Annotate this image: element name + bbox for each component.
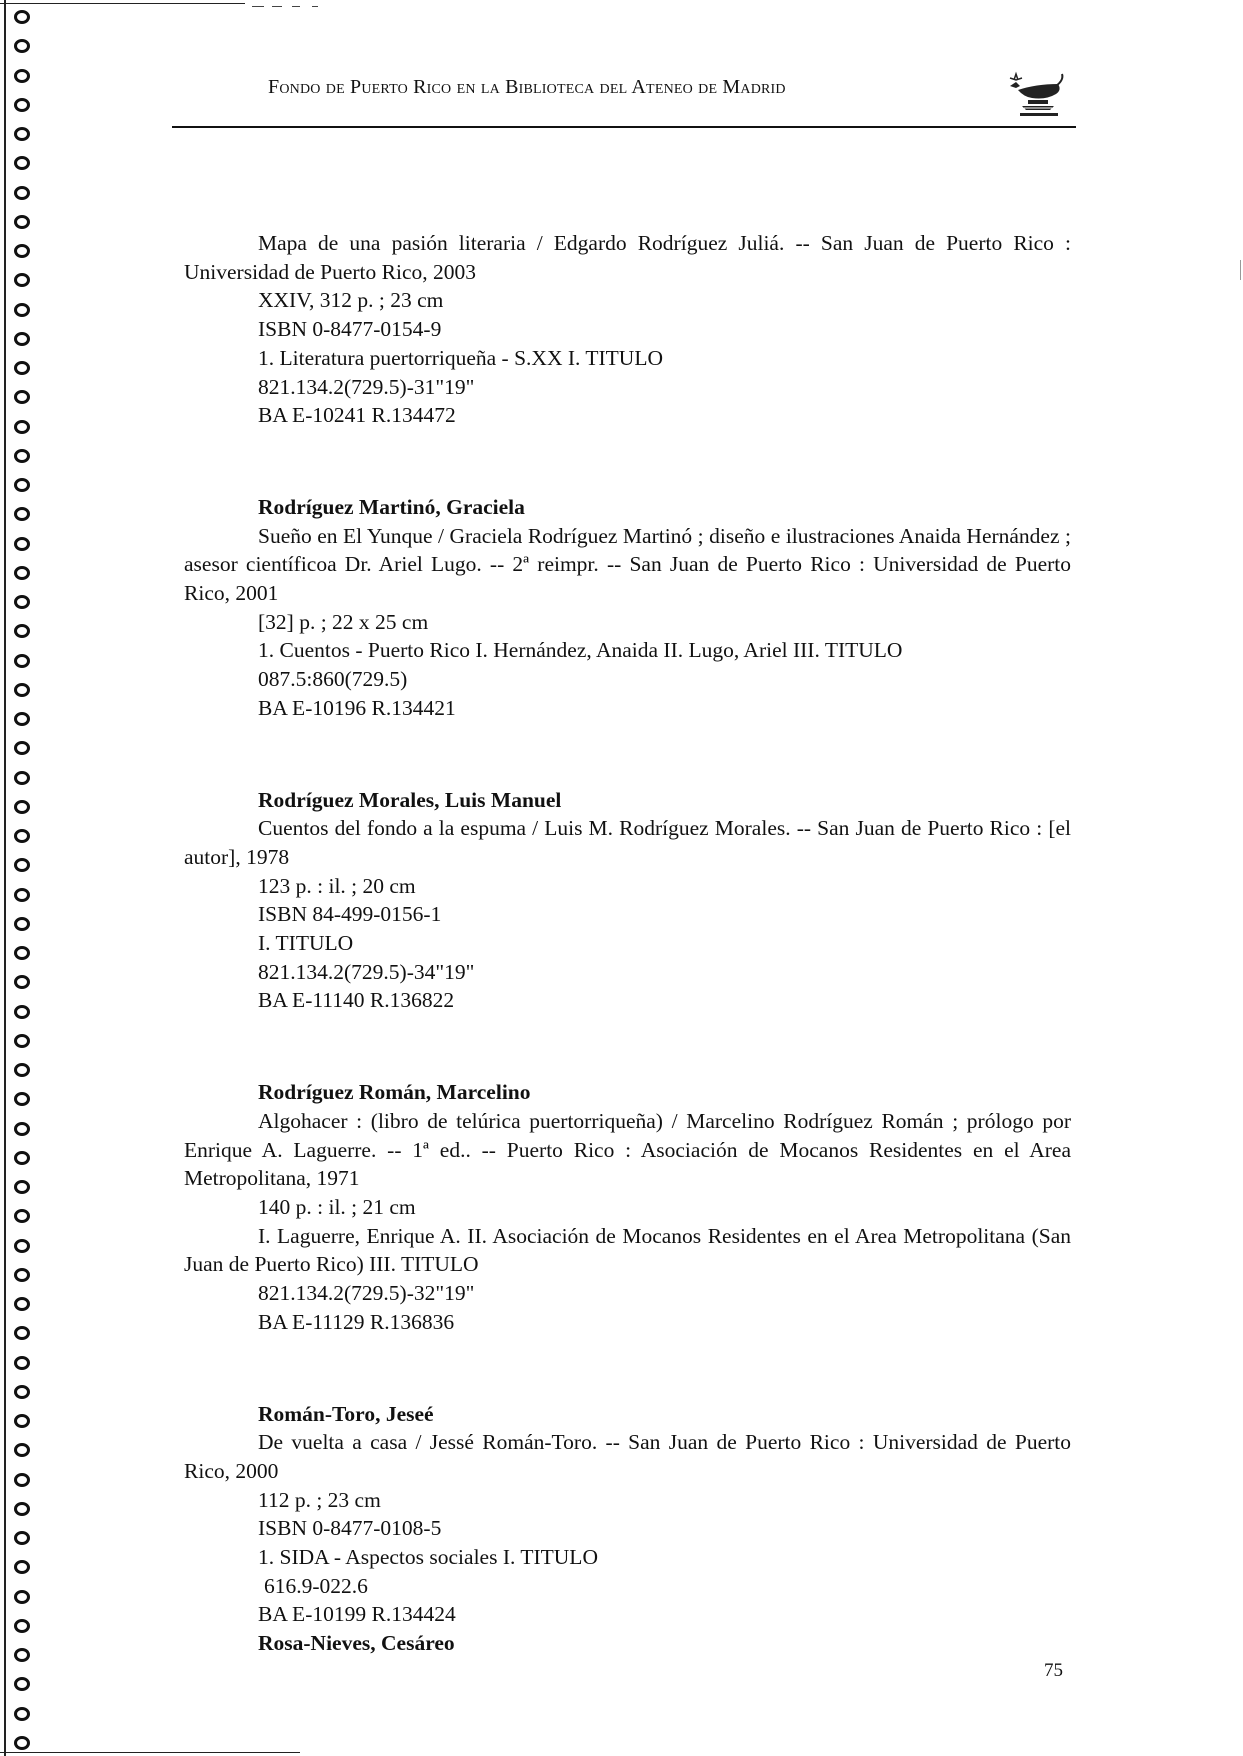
binder-hole (14, 156, 30, 170)
entry-location: BA E-11129 R.136836 (258, 1309, 455, 1334)
entry-collation: [32] p. ; 22 x 25 cm (258, 609, 429, 634)
catalog-entry (184, 229, 1071, 430)
binder-hole (14, 654, 30, 668)
binder-hole (14, 975, 30, 989)
binder-hole (14, 1648, 30, 1662)
binder-hole (14, 800, 30, 814)
entry-collation: 112 p. ; 23 cm (258, 1487, 381, 1512)
entry-subjects: 1. Cuentos - Puerto Rico I. Hernández, Anaida II. Lugo, Ariel III. TITULO (258, 638, 903, 663)
entry-subjects: 1. Literatura puertorriqueña - S.XX I. TITULO (258, 345, 663, 370)
binder-hole (14, 829, 30, 843)
binder-hole (14, 1209, 30, 1223)
catalog-entry (184, 493, 1071, 723)
binder-hole (14, 1473, 30, 1487)
binder-hole (14, 1619, 30, 1633)
top-edge-dash (252, 6, 264, 7)
entry-isbn: ISBN 0-8477-0154-9 (258, 317, 442, 342)
binder-hole (14, 1005, 30, 1019)
entry-location: BA E-10196 R.134421 (258, 695, 456, 720)
page-number: 75 (1044, 1660, 1063, 1681)
top-edge-dash (272, 6, 282, 7)
entry-collation: 140 p. : il. ; 21 cm (258, 1194, 416, 1219)
entry-location: BA E-10199 R.134424 (258, 1602, 456, 1627)
binder-hole (14, 507, 30, 521)
binder-hole (14, 741, 30, 755)
binder-hole (14, 624, 30, 638)
binder-hole (14, 595, 30, 609)
binder-hole (14, 1092, 30, 1106)
binder-hole (14, 273, 30, 287)
binder-hole (14, 420, 30, 434)
binder-hole (14, 566, 30, 580)
binder-hole (14, 186, 30, 200)
entry-isbn: ISBN 0-8477-0108-5 (258, 1516, 442, 1541)
entry-description: De vuelta a casa / Jessé Román-Toro. -- San Juan de Puerto Rico : Universidad de Puerto Rico, 2000 (184, 1430, 1071, 1483)
binder-hole (14, 1677, 30, 1691)
binder-hole (14, 1180, 30, 1194)
entry-collation: XXIV, 312 p. ; 23 cm (258, 288, 444, 313)
entry-location: BA E-11140 R.136822 (258, 988, 455, 1013)
entry-description: Sueño en El Yunque / Graciela Rodríguez Martinó ; diseño e ilustraciones Anaida Hernández ; asesor científicoa Dr. Ariel Lugo. -- 2ª reimpr. -- San Juan de Puerto Rico : Universidad de Puerto Rico, 2001 (184, 523, 1071, 606)
binder-hole (14, 1063, 30, 1077)
binder-hole (14, 1736, 30, 1750)
entry-author: Rodríguez Román, Marcelino (258, 1080, 531, 1105)
binder-hole (14, 1034, 30, 1048)
binder-hole (14, 39, 30, 53)
left-margin-line (4, 0, 6, 1756)
running-header: Fondo de Puerto Rico en la Biblioteca del Ateneo de Madrid (268, 76, 786, 98)
binder-hole (14, 449, 30, 463)
binder-hole (14, 858, 30, 872)
catalog-entry (184, 786, 1071, 1016)
binder-hole (14, 332, 30, 346)
binder-holes (14, 10, 38, 1750)
binder-hole (14, 127, 30, 141)
catalog-entries (184, 229, 1071, 1658)
entry-isbn: ISBN 84-499-0156-1 (258, 902, 442, 927)
header-rule (172, 126, 1076, 128)
entry-location: BA E-10241 R.134472 (258, 403, 456, 428)
oil-lamp-icon (1006, 70, 1066, 120)
binder-hole (14, 215, 30, 229)
binder-hole (14, 244, 30, 258)
binder-hole (14, 1414, 30, 1428)
entry-author: Rodríguez Martinó, Graciela (258, 494, 525, 519)
entry-collation: 123 p. : il. ; 20 cm (258, 873, 416, 898)
binder-hole (14, 1590, 30, 1604)
binder-hole (14, 771, 30, 785)
binder-hole (14, 390, 30, 404)
binder-hole (14, 1122, 30, 1136)
binder-hole (14, 69, 30, 83)
entry-classification: 821.134.2(729.5)-32"19" (258, 1281, 475, 1306)
entry-classification: 616.9-022.6 (264, 1573, 368, 1598)
right-edge-mark (1240, 260, 1241, 280)
binder-hole (14, 1531, 30, 1545)
binder-hole (14, 1297, 30, 1311)
binder-hole (14, 1151, 30, 1165)
binder-hole (14, 1502, 30, 1516)
binder-hole (14, 1239, 30, 1253)
entry-description: Mapa de una pasión literaria / Edgardo Rodríguez Juliá. -- San Juan de Puerto Rico : Universidad de Puerto Rico, 2003 (184, 231, 1071, 284)
entry-subjects: I. Laguerre, Enrique A. II. Asociación de Mocanos Residentes en el Area Metropolitana (San Juan de Puerto Rico) III. TITULO (184, 1223, 1071, 1277)
top-edge-line (0, 3, 245, 4)
entry-description: Cuentos del fondo a la espuma / Luis M. Rodríguez Morales. -- San Juan de Puerto Rico : [el autor], 1978 (184, 816, 1071, 869)
entry-subjects: 1. SIDA - Aspectos sociales I. TITULO (258, 1545, 598, 1570)
entry-classification: 087.5:860(729.5) (258, 667, 408, 692)
binder-hole (14, 1560, 30, 1574)
entry-classification: 821.134.2(729.5)-31"19" (258, 374, 475, 399)
binder-hole (14, 1707, 30, 1721)
entry-subjects: I. TITULO (258, 931, 354, 956)
binder-hole (14, 888, 30, 902)
binder-hole (14, 712, 30, 726)
entry-description: Algohacer : (libro de telúrica puertorriqueña) / Marcelino Rodríguez Román ; prólogo por Enrique A. Laguerre. -- 1ª ed.. -- Puerto Rico : Asociación de Mocanos Residentes en el Area Metropolitana, 1971 (184, 1108, 1071, 1191)
entry-author: Rosa-Nieves, Cesáreo (258, 1631, 455, 1656)
catalog-entry (184, 1078, 1071, 1336)
binder-hole (14, 478, 30, 492)
binder-hole (14, 1443, 30, 1457)
binder-hole (14, 1268, 30, 1282)
binder-hole (14, 98, 30, 112)
binder-hole (14, 361, 30, 375)
top-edge-dash (312, 6, 318, 7)
entry-classification: 821.134.2(729.5)-34"19" (258, 959, 475, 984)
binder-hole (14, 537, 30, 551)
entry-author: Rodríguez Morales, Luis Manuel (258, 787, 562, 812)
top-edge-dash (292, 6, 300, 7)
binder-hole (14, 683, 30, 697)
binder-hole (14, 1326, 30, 1340)
binder-hole (14, 1356, 30, 1370)
binder-hole (14, 1385, 30, 1399)
bottom-edge-line (0, 1752, 300, 1753)
catalog-entry (184, 1400, 1071, 1658)
binder-hole (14, 10, 30, 24)
entry-author: Román-Toro, Jeseé (258, 1401, 434, 1426)
binder-hole (14, 303, 30, 317)
binder-hole (14, 946, 30, 960)
binder-hole (14, 917, 30, 931)
